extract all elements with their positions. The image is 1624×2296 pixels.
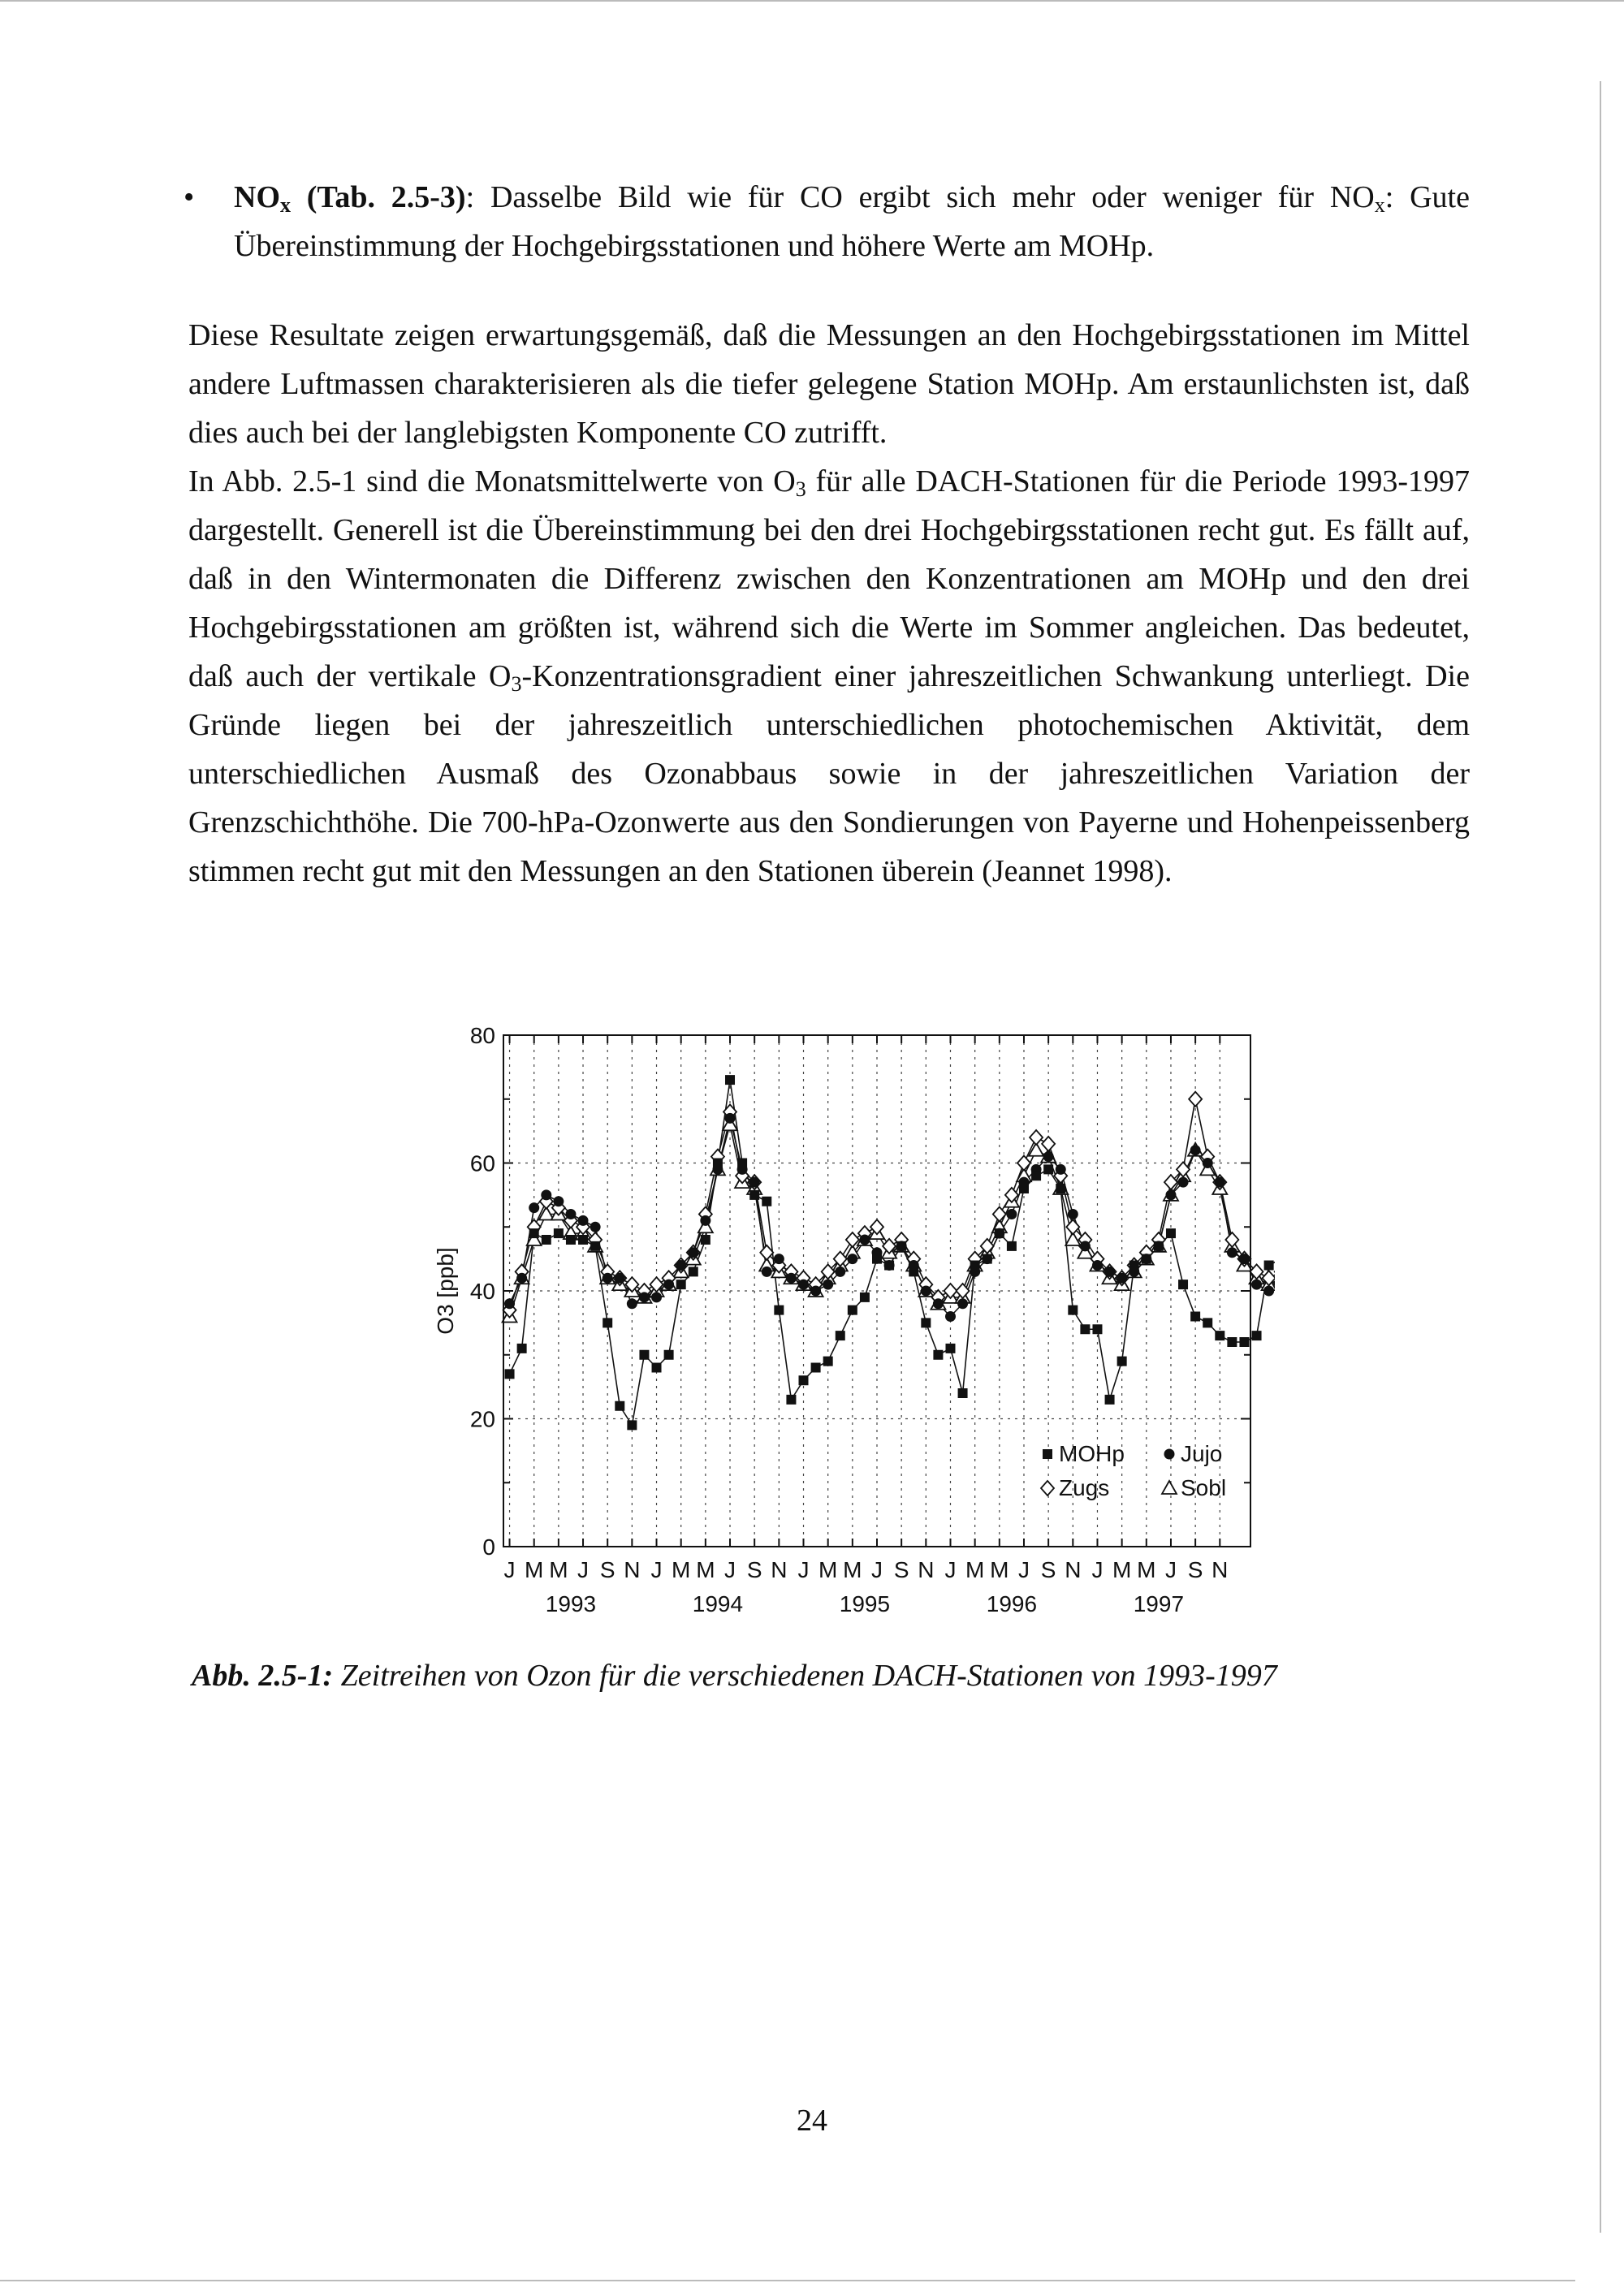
point-jujo — [762, 1267, 772, 1277]
point-jujo — [835, 1267, 845, 1277]
point-jujo — [1239, 1254, 1250, 1264]
point-mohp — [1142, 1254, 1151, 1264]
x-month-label: M — [525, 1557, 544, 1582]
point-jujo — [786, 1273, 797, 1284]
point-jujo — [541, 1189, 551, 1200]
point-jujo — [957, 1298, 968, 1309]
bullet-lead-sub: x — [280, 193, 291, 217]
x-month-label: S — [1040, 1557, 1056, 1582]
point-jujo — [1068, 1209, 1078, 1219]
point-mohp — [713, 1159, 723, 1168]
figure-caption — [192, 1658, 1491, 1694]
x-month-label: M — [843, 1557, 862, 1582]
point-zugs — [1189, 1092, 1202, 1107]
x-month-label: J — [1091, 1557, 1104, 1582]
y-tick-label: 40 — [469, 1279, 495, 1304]
x-month-label: J — [724, 1557, 736, 1582]
point-mohp — [1203, 1318, 1212, 1327]
ozone-timeseries-chart — [430, 1011, 1275, 1636]
point-jujo — [688, 1247, 698, 1258]
x-month-label: N — [918, 1557, 935, 1582]
bullet-text-sub: x — [1374, 193, 1385, 217]
point-jujo — [1215, 1177, 1225, 1188]
point-mohp — [689, 1267, 698, 1276]
point-mohp — [958, 1388, 968, 1398]
point-jujo — [1006, 1209, 1017, 1219]
point-jujo — [578, 1215, 589, 1226]
point-jujo — [1104, 1267, 1115, 1277]
point-mohp — [1105, 1395, 1115, 1405]
point-mohp — [1178, 1280, 1188, 1289]
point-jujo — [798, 1280, 809, 1290]
point-mohp — [995, 1228, 1004, 1238]
bullet-item-nox — [184, 173, 1470, 270]
point-jujo — [725, 1113, 736, 1124]
caption-label: Abb. 2.5-1: — [192, 1659, 334, 1693]
x-month-label: M — [672, 1557, 691, 1582]
point-mohp — [615, 1401, 624, 1411]
point-jujo — [590, 1222, 601, 1232]
point-zugs — [993, 1207, 1006, 1222]
point-jujo — [847, 1254, 857, 1264]
point-jujo — [859, 1235, 870, 1245]
point-jujo — [1203, 1158, 1213, 1168]
x-year-label: 1997 — [1133, 1591, 1185, 1616]
x-year-label: 1996 — [986, 1591, 1038, 1616]
point-jujo — [1251, 1280, 1262, 1290]
point-jujo — [774, 1254, 784, 1264]
page-number: 24 — [797, 2104, 827, 2138]
point-mohp — [664, 1350, 674, 1360]
y-axis-label: O3 [ppb] — [433, 1247, 458, 1335]
x-month-label: M — [990, 1557, 1009, 1582]
point-mohp — [786, 1395, 796, 1405]
point-mohp — [554, 1228, 564, 1238]
point-jujo — [823, 1280, 833, 1290]
point-mohp — [1154, 1241, 1164, 1251]
point-jujo — [1080, 1241, 1091, 1251]
point-mohp — [652, 1363, 662, 1373]
paragraph-2-c: -Konzentrationsgradient einer jahreszeitlichen Schwankung unterliegt. Die Gründe liegen bei der jahreszeitlich unterschiedlichen photochemischen Aktivität, dem unterschiedlichen Ausmaß des Ozonabbaus sowie in der jahreszeitlichen Variation der Grenzschichthöhe. Die 700-hPa-Ozonwerte aus den Sondierungen von Payerne und Hohenpeissenberg stimmen recht gut mit den Messungen an den Stationen überein (Jeannet 1998). — [188, 659, 1470, 888]
point-mohp — [505, 1369, 515, 1379]
x-month-label: S — [1187, 1557, 1203, 1582]
paragraph-2-a-sub: 3 — [795, 477, 806, 501]
point-zugs — [870, 1219, 883, 1234]
point-mohp — [749, 1190, 759, 1200]
y-tick-label: 20 — [469, 1406, 495, 1432]
bullet-marker: • — [184, 180, 195, 214]
bullet-text-a: : Dasselbe Bild wie für CO ergibt sich mehr oder weniger für NO — [465, 180, 1375, 214]
point-jujo — [516, 1273, 527, 1284]
x-month-label: M — [549, 1557, 568, 1582]
point-mohp — [970, 1261, 980, 1271]
point-jujo — [529, 1202, 539, 1213]
x-month-label: N — [1212, 1557, 1229, 1582]
x-month-label: M — [965, 1557, 985, 1582]
point-mohp — [836, 1331, 845, 1340]
legend-label-jujo: Jujo — [1181, 1441, 1223, 1466]
x-month-label: J — [944, 1557, 957, 1582]
point-mohp — [823, 1357, 833, 1366]
point-mohp — [1092, 1324, 1102, 1334]
legend-label-zugs: Zugs — [1059, 1475, 1110, 1500]
point-mohp — [1252, 1331, 1262, 1340]
x-year-label: 1995 — [839, 1591, 891, 1616]
point-mohp — [848, 1306, 857, 1315]
point-jujo — [945, 1311, 956, 1322]
point-jujo — [603, 1273, 613, 1284]
legend-marker-sobl — [1162, 1481, 1177, 1494]
point-mohp — [909, 1267, 918, 1276]
point-zugs — [1005, 1188, 1018, 1202]
point-mohp — [1031, 1171, 1041, 1180]
x-month-label: J — [797, 1557, 810, 1582]
x-month-label: N — [771, 1557, 788, 1582]
x-month-label: M — [1112, 1557, 1132, 1582]
point-jujo — [1190, 1145, 1201, 1155]
point-jujo — [1165, 1189, 1176, 1200]
x-month-label: S — [746, 1557, 762, 1582]
x-year-label: 1994 — [692, 1591, 744, 1616]
point-mohp — [1264, 1261, 1274, 1271]
bullet-text-b: : Gute Übereinstimmung der Hochgebirgsstationen und höhere Werte am MOHp. — [234, 180, 1470, 263]
point-mohp — [542, 1235, 551, 1245]
point-mohp — [945, 1344, 955, 1353]
point-mohp — [896, 1241, 906, 1251]
point-zugs — [1030, 1130, 1043, 1145]
point-jujo — [1116, 1273, 1127, 1284]
x-month-label: N — [1065, 1557, 1082, 1582]
paragraph-2-b-sub: 3 — [511, 672, 522, 696]
point-mohp — [529, 1228, 539, 1238]
point-jujo — [651, 1292, 662, 1302]
point-jujo — [1043, 1151, 1054, 1162]
point-mohp — [872, 1254, 882, 1264]
bullet-lead-ref: (Tab. 2.5-3) — [291, 180, 466, 214]
point-jujo — [933, 1298, 944, 1309]
x-month-label: J — [1017, 1557, 1030, 1582]
point-mohp — [737, 1159, 747, 1168]
point-jujo — [1227, 1247, 1237, 1258]
point-mohp — [578, 1235, 588, 1245]
point-mohp — [1068, 1306, 1078, 1315]
legend-label-sobl: Sobl — [1181, 1475, 1227, 1500]
point-mohp — [762, 1197, 771, 1206]
right-scan-edge — [1600, 81, 1601, 2233]
legend-marker-jujo — [1164, 1449, 1175, 1460]
legend-marker-zugs — [1041, 1481, 1054, 1495]
x-month-label: M — [818, 1557, 838, 1582]
point-jujo — [700, 1215, 710, 1226]
body-text — [188, 311, 1470, 896]
point-jujo — [676, 1260, 686, 1271]
x-month-label: J — [650, 1557, 663, 1582]
point-zugs — [1017, 1156, 1030, 1171]
point-mohp — [1227, 1337, 1237, 1347]
point-jujo — [615, 1273, 625, 1284]
x-month-label: J — [577, 1557, 590, 1582]
point-mohp — [799, 1375, 809, 1385]
legend-marker-mohp — [1043, 1449, 1052, 1459]
bullet-lead-no: NO — [234, 180, 280, 214]
point-mohp — [701, 1235, 710, 1245]
point-mohp — [590, 1241, 600, 1251]
point-mohp — [1215, 1331, 1224, 1340]
point-mohp — [811, 1363, 821, 1373]
point-mohp — [639, 1350, 649, 1360]
paragraph-2-a: In Abb. 2.5-1 sind die Monatsmittelwerte von O — [188, 464, 796, 498]
x-month-label: S — [893, 1557, 909, 1582]
point-mohp — [921, 1318, 931, 1327]
point-mohp — [566, 1235, 576, 1245]
paragraph-2-b: für alle DACH-Stationen für die Periode 1993-1997 dargestellt. Generell ist die Übereinstimmung bei den drei Hochgebirgsstationen recht gut. Es fällt auf, daß in den Wintermonaten die Differenz zwischen den Konzentrationen am MOHp und den drei Hochgebirgsstationen am größten ist, während sich die Werte im Sommer angleichen. Das bedeutet, daß auch der vertikale O — [188, 464, 1470, 693]
x-month-label: M — [1137, 1557, 1156, 1582]
x-month-label: J — [1164, 1557, 1177, 1582]
point-mohp — [1019, 1184, 1029, 1193]
point-mohp — [1043, 1164, 1053, 1174]
x-month-label: J — [503, 1557, 516, 1582]
x-month-label: J — [871, 1557, 883, 1582]
point-jujo — [553, 1196, 564, 1206]
point-zugs — [1042, 1137, 1055, 1151]
point-jujo — [1056, 1164, 1066, 1175]
y-tick-label: 0 — [482, 1534, 495, 1560]
legend-label-mohp: MOHp — [1059, 1441, 1125, 1466]
point-mohp — [1239, 1337, 1249, 1347]
point-jujo — [1092, 1260, 1103, 1271]
point-mohp — [1007, 1241, 1017, 1251]
point-jujo — [1178, 1177, 1189, 1188]
y-tick-label: 80 — [469, 1023, 495, 1048]
point-jujo — [639, 1292, 650, 1302]
point-mohp — [1056, 1184, 1065, 1193]
point-jujo — [565, 1209, 576, 1219]
point-jujo — [810, 1286, 821, 1297]
bottom-scan-edge — [0, 2280, 1575, 2281]
point-mohp — [603, 1318, 612, 1327]
point-jujo — [921, 1286, 931, 1297]
point-mohp — [933, 1350, 943, 1360]
paragraph-1: Diese Resultate zeigen erwartungsgemäß, daß die Messungen an den Hochgebirgsstationen im Mittel andere Luftmassen charakterisieren als die tiefer gelegene Station MOHp. Am erstaunlichsten ist, daß dies auch bei der langlebigsten Komponente CO zutrifft. — [188, 318, 1470, 450]
point-mohp — [1190, 1312, 1200, 1322]
point-mohp — [774, 1306, 784, 1315]
point-jujo — [749, 1177, 760, 1188]
point-mohp — [1166, 1228, 1176, 1238]
x-month-label: N — [624, 1557, 641, 1582]
point-mohp — [884, 1261, 894, 1271]
point-jujo — [1263, 1286, 1274, 1297]
caption-text: Zeitreihen von Ozon für die verschiedenen DACH-Stationen von 1993-1997 — [333, 1659, 1277, 1693]
paragraph-2 — [188, 457, 1470, 896]
point-mohp — [1129, 1261, 1139, 1271]
point-mohp — [1080, 1324, 1090, 1334]
point-mohp — [517, 1344, 527, 1353]
x-month-label: M — [696, 1557, 715, 1582]
point-jujo — [627, 1298, 637, 1309]
point-zugs — [1225, 1232, 1238, 1247]
point-mohp — [627, 1420, 637, 1430]
point-zugs — [944, 1284, 957, 1298]
x-year-label: 1993 — [545, 1591, 597, 1616]
y-tick-label: 60 — [469, 1150, 495, 1176]
point-mohp — [860, 1293, 870, 1302]
point-mohp — [676, 1280, 686, 1289]
point-mohp — [725, 1075, 735, 1085]
point-jujo — [504, 1298, 515, 1309]
x-month-label: S — [599, 1557, 615, 1582]
top-scan-edge — [0, 0, 1624, 2]
point-mohp — [1117, 1357, 1127, 1366]
point-jujo — [663, 1280, 674, 1290]
point-mohp — [983, 1254, 992, 1264]
